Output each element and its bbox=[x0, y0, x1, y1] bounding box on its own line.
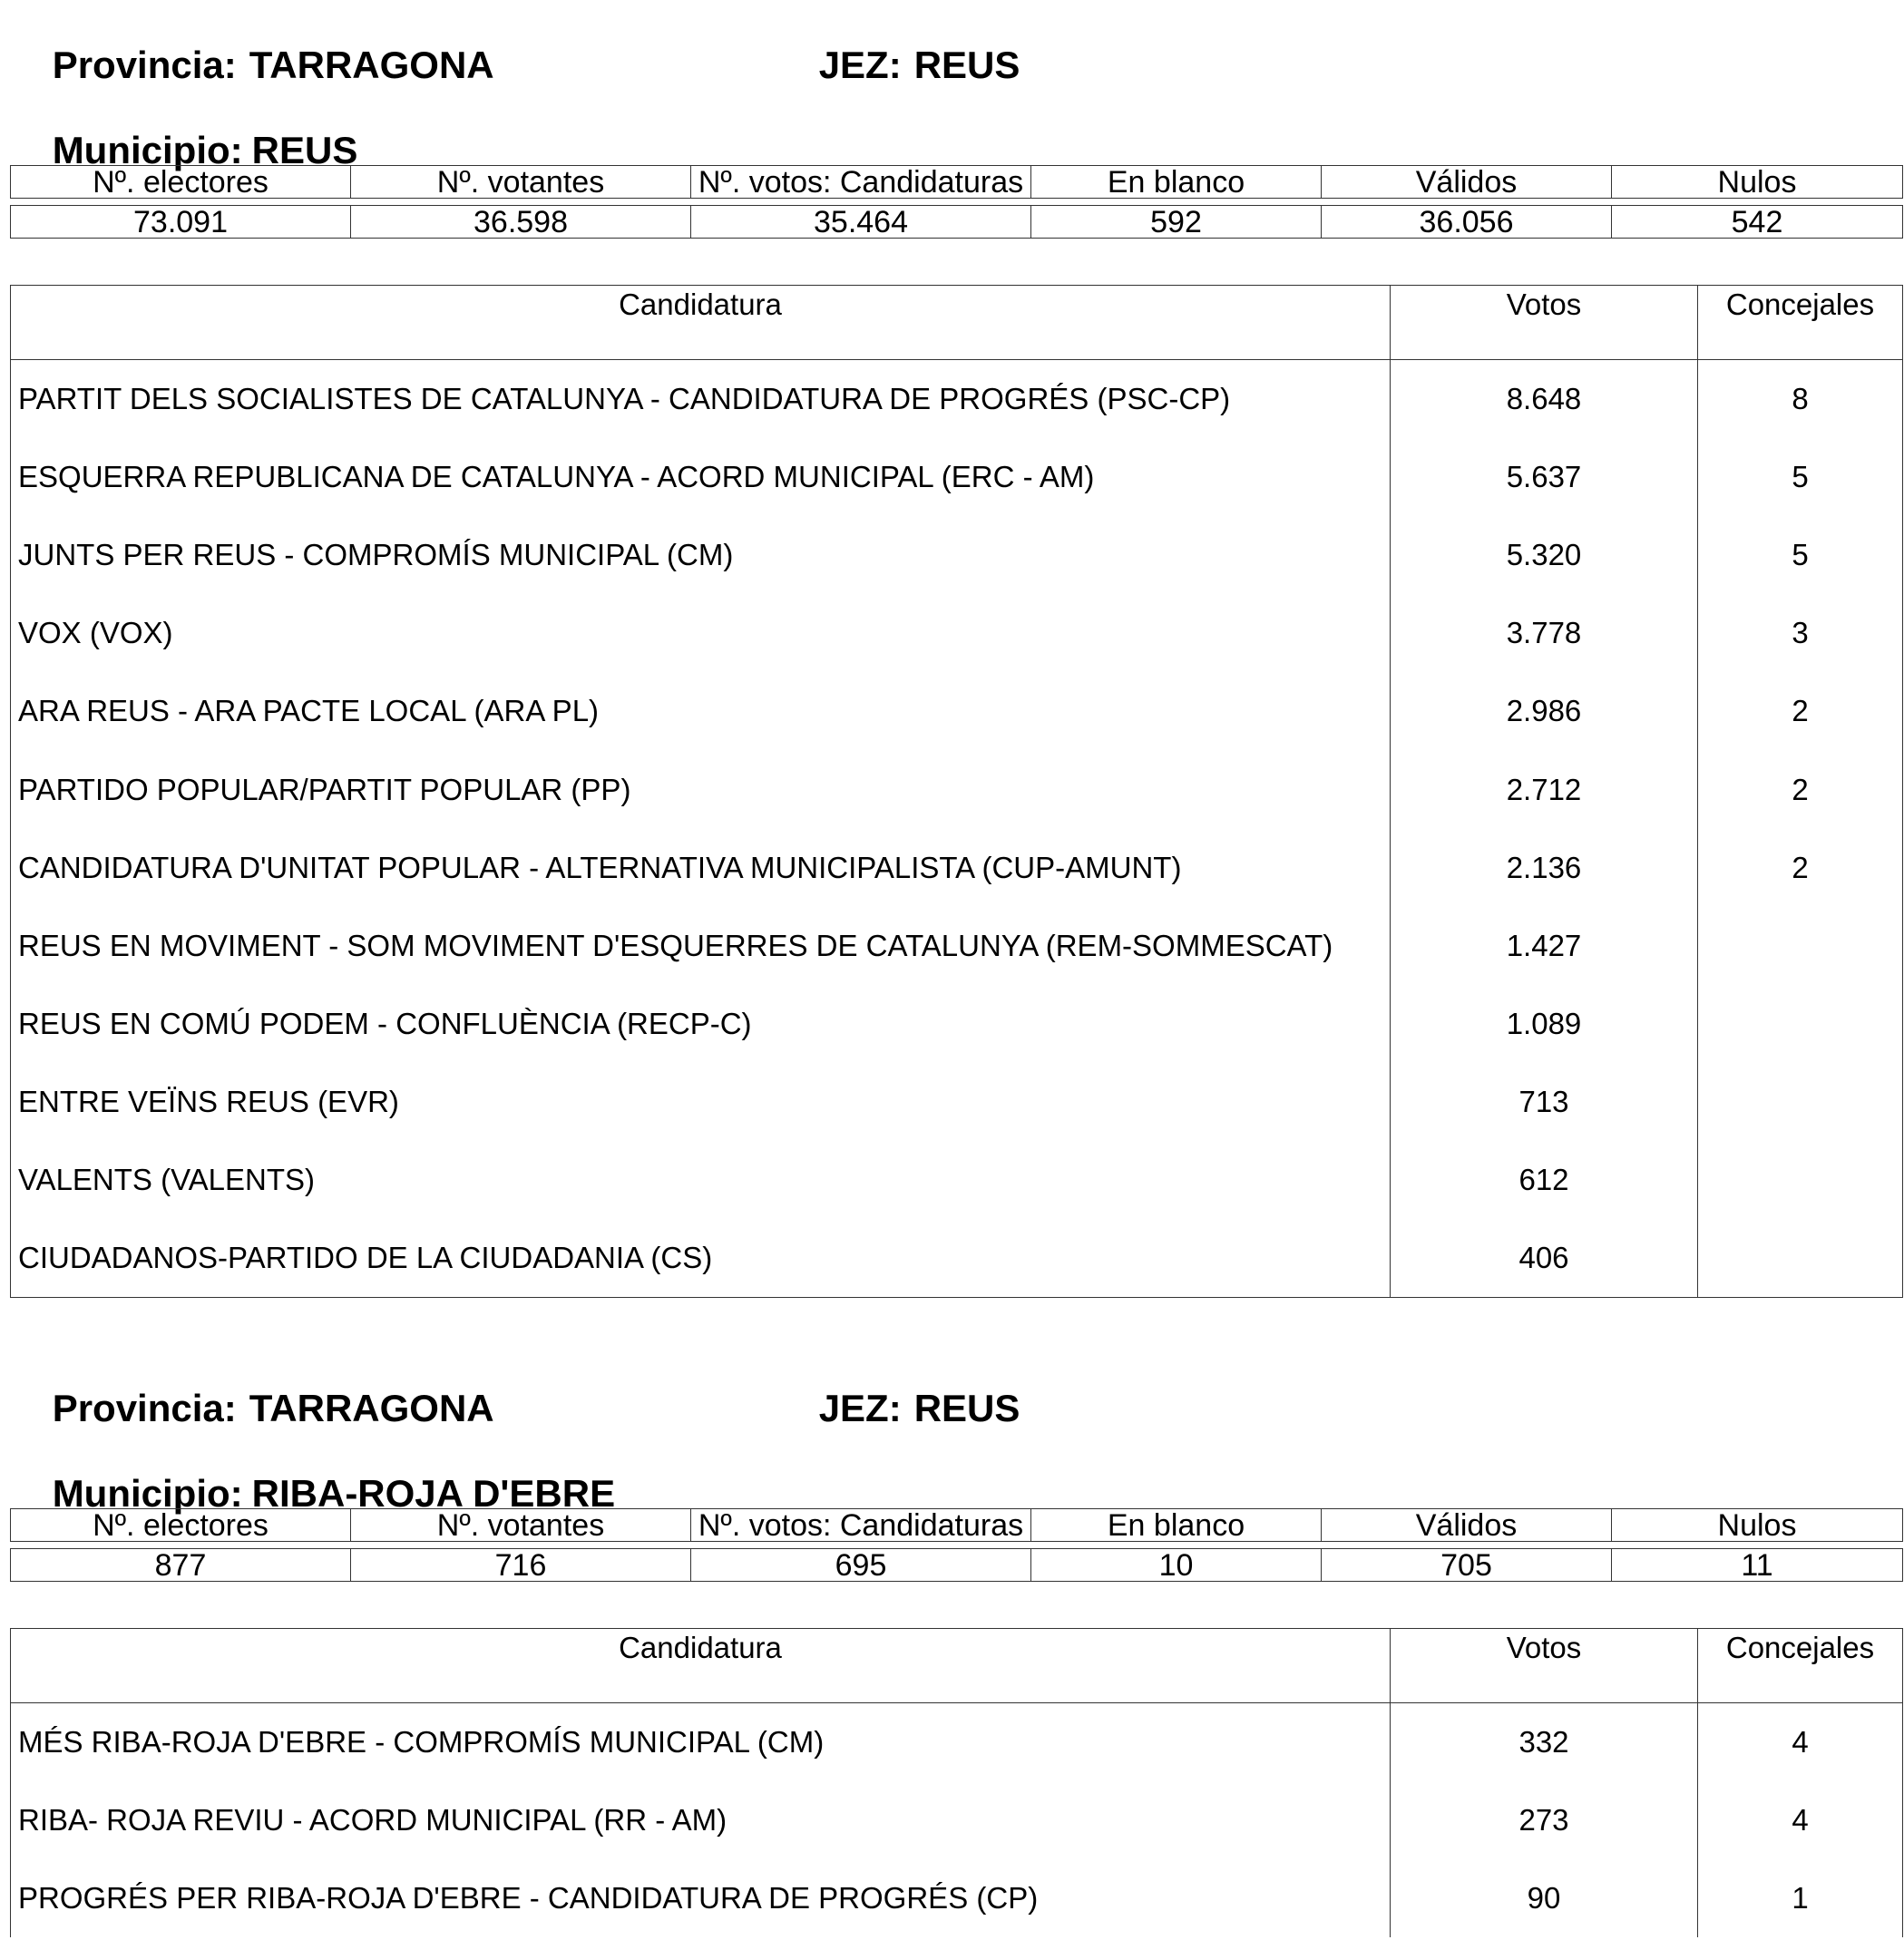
jez-value: REUS bbox=[913, 44, 1020, 86]
candidate-votes: 5.320 bbox=[1391, 516, 1698, 594]
stats-value-row bbox=[11, 206, 1903, 239]
candidatura-header: Candidatura bbox=[11, 286, 1391, 360]
candidate-votes: 3.778 bbox=[1391, 594, 1698, 672]
candidate-name: ARA REUS - ARA PACTE LOCAL (ARA PL) bbox=[18, 694, 600, 728]
jez-label: JEZ: bbox=[818, 1387, 902, 1429]
candidate-seats: 3 bbox=[1698, 594, 1903, 672]
candidate-name: REUS EN MOVIMENT - SOM MOVIMENT D'ESQUERRES DE CATALUNYA (REM-SOMMESCAT) bbox=[18, 928, 1333, 962]
candidate-name: ENTRE VEÏNS REUS (EVR) bbox=[18, 1085, 399, 1119]
stats-header-row bbox=[11, 166, 1903, 199]
provincia-label: Provincia: bbox=[52, 1387, 237, 1429]
stats-value-cell: 695 bbox=[691, 1549, 1031, 1582]
candidates-table bbox=[10, 1628, 1903, 1937]
candidate-name: PARTIDO POPULAR/PARTIT POPULAR (PP) bbox=[18, 772, 631, 806]
candidate-row bbox=[11, 829, 1903, 907]
candidate-seats bbox=[1698, 1220, 1903, 1298]
candidate-votes: 612 bbox=[1391, 1141, 1698, 1219]
candidatura-header: Candidatura bbox=[11, 1629, 1391, 1703]
candidate-votes: 90 bbox=[1391, 1859, 1698, 1937]
stats-header-cell: Válidos bbox=[1322, 166, 1612, 199]
candidate-row bbox=[11, 1141, 1903, 1219]
candidate-name: CANDIDATURA D'UNITAT POPULAR - ALTERNATIVA MUNICIPALISTA (CUP-AMUNT) bbox=[18, 850, 1182, 884]
stats-header-row bbox=[11, 1509, 1903, 1542]
concejales-header: Concejales bbox=[1698, 286, 1903, 360]
candidate-name: VOX (VOX) bbox=[18, 616, 173, 650]
candidate-row bbox=[11, 594, 1903, 672]
candidate-seats: 5 bbox=[1698, 438, 1903, 516]
candidate-name: RIBA- ROJA REVIU - ACORD MUNICIPAL (RR - AM) bbox=[18, 1802, 727, 1837]
jez-label: JEZ: bbox=[818, 44, 902, 86]
candidate-name: PROGRÉS PER RIBA-ROJA D'EBRE - CANDIDATURA DE PROGRÉS (CP) bbox=[18, 1880, 1039, 1915]
candidate-seats: 1 bbox=[1698, 1859, 1903, 1937]
candidates-header-row bbox=[11, 1629, 1903, 1703]
candidate-seats: 8 bbox=[1698, 360, 1903, 438]
votos-header: Votos bbox=[1391, 1629, 1698, 1703]
stats-header-cell: En blanco bbox=[1031, 1509, 1322, 1542]
stats-value-cell: 36.598 bbox=[351, 206, 691, 239]
candidate-votes: 1.089 bbox=[1391, 985, 1698, 1063]
provincia-value: TARRAGONA bbox=[249, 44, 494, 86]
stats-header-cell: Nº. votantes bbox=[351, 166, 691, 199]
candidate-row bbox=[11, 1703, 1903, 1781]
municipio-label: Municipio: bbox=[52, 1472, 243, 1515]
candidate-row bbox=[11, 907, 1903, 985]
candidate-row bbox=[11, 750, 1903, 828]
stats-value-cell: 11 bbox=[1612, 1549, 1903, 1582]
stats-header-cell: En blanco bbox=[1031, 166, 1322, 199]
stats-value-cell: 73.091 bbox=[11, 206, 351, 239]
candidate-row bbox=[11, 985, 1903, 1063]
candidate-seats: 5 bbox=[1698, 516, 1903, 594]
candidate-name: REUS EN COMÚ PODEM - CONFLUÈNCIA (RECP-C) bbox=[18, 1007, 752, 1041]
jez-heading bbox=[776, 1343, 1020, 1474]
candidate-seats: 2 bbox=[1698, 672, 1903, 750]
candidate-row bbox=[11, 516, 1903, 594]
candidate-seats bbox=[1698, 985, 1903, 1063]
candidate-votes: 2.136 bbox=[1391, 829, 1698, 907]
candidate-row bbox=[11, 1063, 1903, 1141]
stats-value-cell: 35.464 bbox=[691, 206, 1031, 239]
candidate-row bbox=[11, 1859, 1903, 1937]
candidate-seats bbox=[1698, 907, 1903, 985]
candidate-seats: 4 bbox=[1698, 1781, 1903, 1859]
candidate-name: ESQUERRA REPUBLICANA DE CATALUNYA - ACORD MUNICIPAL (ERC - AM) bbox=[18, 459, 1095, 493]
stats-header-cell: Nº. votos: Candidaturas bbox=[691, 166, 1031, 199]
candidate-votes: 332 bbox=[1391, 1703, 1698, 1781]
candidate-name: VALENTS (VALENTS) bbox=[18, 1163, 316, 1197]
concejales-header: Concejales bbox=[1698, 1629, 1903, 1703]
stats-value-cell: 705 bbox=[1322, 1549, 1612, 1582]
votos-header: Votos bbox=[1391, 286, 1698, 360]
stats-value-cell: 716 bbox=[351, 1549, 691, 1582]
candidates-table bbox=[10, 285, 1903, 1298]
candidate-seats bbox=[1698, 1063, 1903, 1141]
stats-header-cell: Nulos bbox=[1612, 166, 1903, 199]
candidate-row bbox=[11, 360, 1903, 438]
candidate-seats bbox=[1698, 1141, 1903, 1219]
municipio-value: REUS bbox=[251, 129, 358, 171]
candidate-votes: 8.648 bbox=[1391, 360, 1698, 438]
stats-header-cell: Nº. votos: Candidaturas bbox=[691, 1509, 1031, 1542]
stats-header-cell: Válidos bbox=[1322, 1509, 1612, 1542]
stats-header-cell: Nº. votantes bbox=[351, 1509, 691, 1542]
stats-value-cell: 36.056 bbox=[1322, 206, 1612, 239]
candidate-votes: 406 bbox=[1391, 1220, 1698, 1298]
stats-value-cell: 877 bbox=[11, 1549, 351, 1582]
stats-table bbox=[10, 165, 1903, 239]
jez-heading bbox=[776, 0, 1020, 131]
provincia-value: TARRAGONA bbox=[249, 1387, 494, 1429]
stats-value-cell: 542 bbox=[1612, 206, 1903, 239]
candidate-name: PARTIT DELS SOCIALISTES DE CATALUNYA - CANDIDATURA DE PROGRÉS (PSC-CP) bbox=[18, 381, 1231, 415]
candidate-row bbox=[11, 672, 1903, 750]
stats-value-cell: 592 bbox=[1031, 206, 1322, 239]
candidate-name: CIUDADANOS-PARTIDO DE LA CIUDADANIA (CS) bbox=[18, 1241, 713, 1275]
stats-value-row bbox=[11, 1549, 1903, 1582]
stats-header-cell: Nº. electores bbox=[11, 1509, 351, 1542]
candidate-votes: 713 bbox=[1391, 1063, 1698, 1141]
candidate-row bbox=[11, 1220, 1903, 1298]
municipio-value: RIBA-ROJA D'EBRE bbox=[251, 1472, 616, 1515]
candidate-seats: 2 bbox=[1698, 750, 1903, 828]
stats-value-cell: 10 bbox=[1031, 1549, 1322, 1582]
candidate-votes: 2.712 bbox=[1391, 750, 1698, 828]
candidate-votes: 2.986 bbox=[1391, 672, 1698, 750]
municipio-label: Municipio: bbox=[52, 129, 243, 171]
provincia-label: Provincia: bbox=[52, 44, 237, 86]
candidate-votes: 1.427 bbox=[1391, 907, 1698, 985]
candidate-row bbox=[11, 438, 1903, 516]
candidate-seats: 4 bbox=[1698, 1703, 1903, 1781]
candidates-header-row bbox=[11, 286, 1903, 360]
stats-header-cell: Nulos bbox=[1612, 1509, 1903, 1542]
candidate-name: JUNTS PER REUS - COMPROMÍS MUNICIPAL (CM) bbox=[18, 537, 734, 571]
candidate-name: MÉS RIBA-ROJA D'EBRE - COMPROMÍS MUNICIPAL (CM) bbox=[18, 1724, 825, 1759]
jez-value: REUS bbox=[913, 1387, 1020, 1429]
candidate-votes: 273 bbox=[1391, 1781, 1698, 1859]
stats-header-cell: Nº. electores bbox=[11, 166, 351, 199]
stats-table bbox=[10, 1508, 1903, 1582]
candidate-seats: 2 bbox=[1698, 829, 1903, 907]
candidate-votes: 5.637 bbox=[1391, 438, 1698, 516]
candidate-row bbox=[11, 1781, 1903, 1859]
